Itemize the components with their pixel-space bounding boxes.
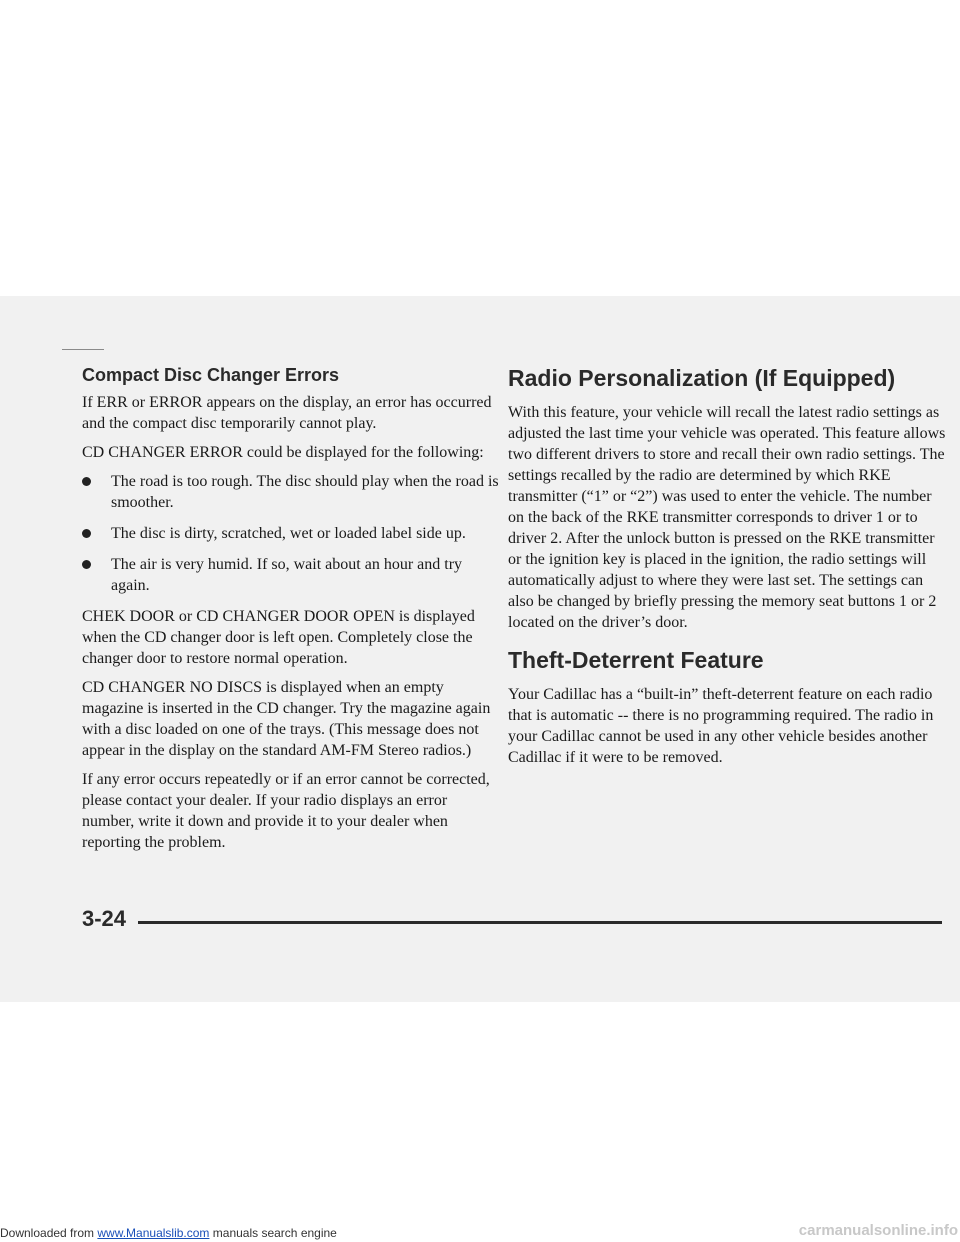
corner-mark <box>62 349 104 350</box>
list-item-text: The air is very humid. If so, wait about an hour and try again. <box>111 556 463 594</box>
footer-rule <box>138 921 942 924</box>
contact-dealer-paragraph: If any error occurs repeatedly or if an error cannot be corrected, please contact your dealer. If your radio displays an error number, write it down and provide it to your dealer when reporting the problem. <box>82 771 490 851</box>
download-suffix: manuals search engine <box>209 1226 337 1240</box>
door-open-paragraph: CHEK DOOR or CD CHANGER DOOR OPEN is displayed when the CD changer door is left open. Completely close the changer door to restore normal operation. <box>82 608 475 667</box>
list-item <box>82 523 502 544</box>
changer-error-paragraph: CD CHANGER ERROR could be displayed for the following: <box>82 444 484 461</box>
list-item <box>82 554 502 596</box>
download-prefix: Downloaded from <box>0 1226 98 1240</box>
bullet-icon <box>82 529 91 538</box>
bullet-icon <box>82 477 91 486</box>
no-discs-paragraph: CD CHANGER NO DISCS is displayed when an empty magazine is inserted in the CD changer. Try the magazine again with a disc loaded on one of the trays. (This message does not appear in the display on the standard AM-FM Stereo radios.) <box>82 679 491 759</box>
radio-personalization-paragraph: With this feature, your vehicle will recall the latest radio settings as adjusted the last time your vehicle was operated. This feature allows two different drivers to store and recall their own radio settings. The settings recalled by the radio are determined by which RKE transmitter (“1” or “2”) was used to enter the vehicle. The number on the back of the RKE transmitter corresponds to driver 1 or to driver 2. After the unlock button is pressed on the RKE transmitter or the ignition key is placed in the ignition, the radio settings will automatically adjust to where they were last set. The settings can also be changed by briefly pressing the memory seat buttons 1 or 2 located on the driver’s door. <box>508 404 946 631</box>
manualslib-link[interactable]: www.Manualslib.com <box>97 1226 210 1240</box>
error-intro-paragraph: If ERR or ERROR appears on the display, an error has occurred and the compact disc temporarily cannot play. <box>82 394 492 432</box>
error-causes-list <box>82 471 502 596</box>
right-column <box>508 365 948 776</box>
site-watermark: carmanualsonline.info <box>798 1222 958 1239</box>
list-item <box>82 471 502 513</box>
bullet-icon <box>82 560 91 569</box>
list-item-text: The disc is dirty, scratched, wet or loaded label side up. <box>111 525 466 542</box>
theft-deterrent-heading: Theft-Deterrent Feature <box>508 647 764 673</box>
page-number: 3-24 <box>82 906 127 931</box>
left-column <box>82 365 502 861</box>
watermark-bar <box>0 1224 960 1242</box>
download-notice <box>0 1226 337 1240</box>
theft-deterrent-paragraph: Your Cadillac has a “built-in” theft-deterrent feature on each radio that is automatic -- there is no programming required. The radio in your Cadillac cannot be used in any other vehicle besides another Cadillac if it were to be removed. <box>508 686 934 766</box>
compact-disc-errors-heading: Compact Disc Changer Errors <box>82 365 340 385</box>
radio-personalization-heading: Radio Personalization (If Equipped) <box>508 365 896 391</box>
list-item-text: The road is too rough. The disc should play when the road is smoother. <box>111 473 499 511</box>
